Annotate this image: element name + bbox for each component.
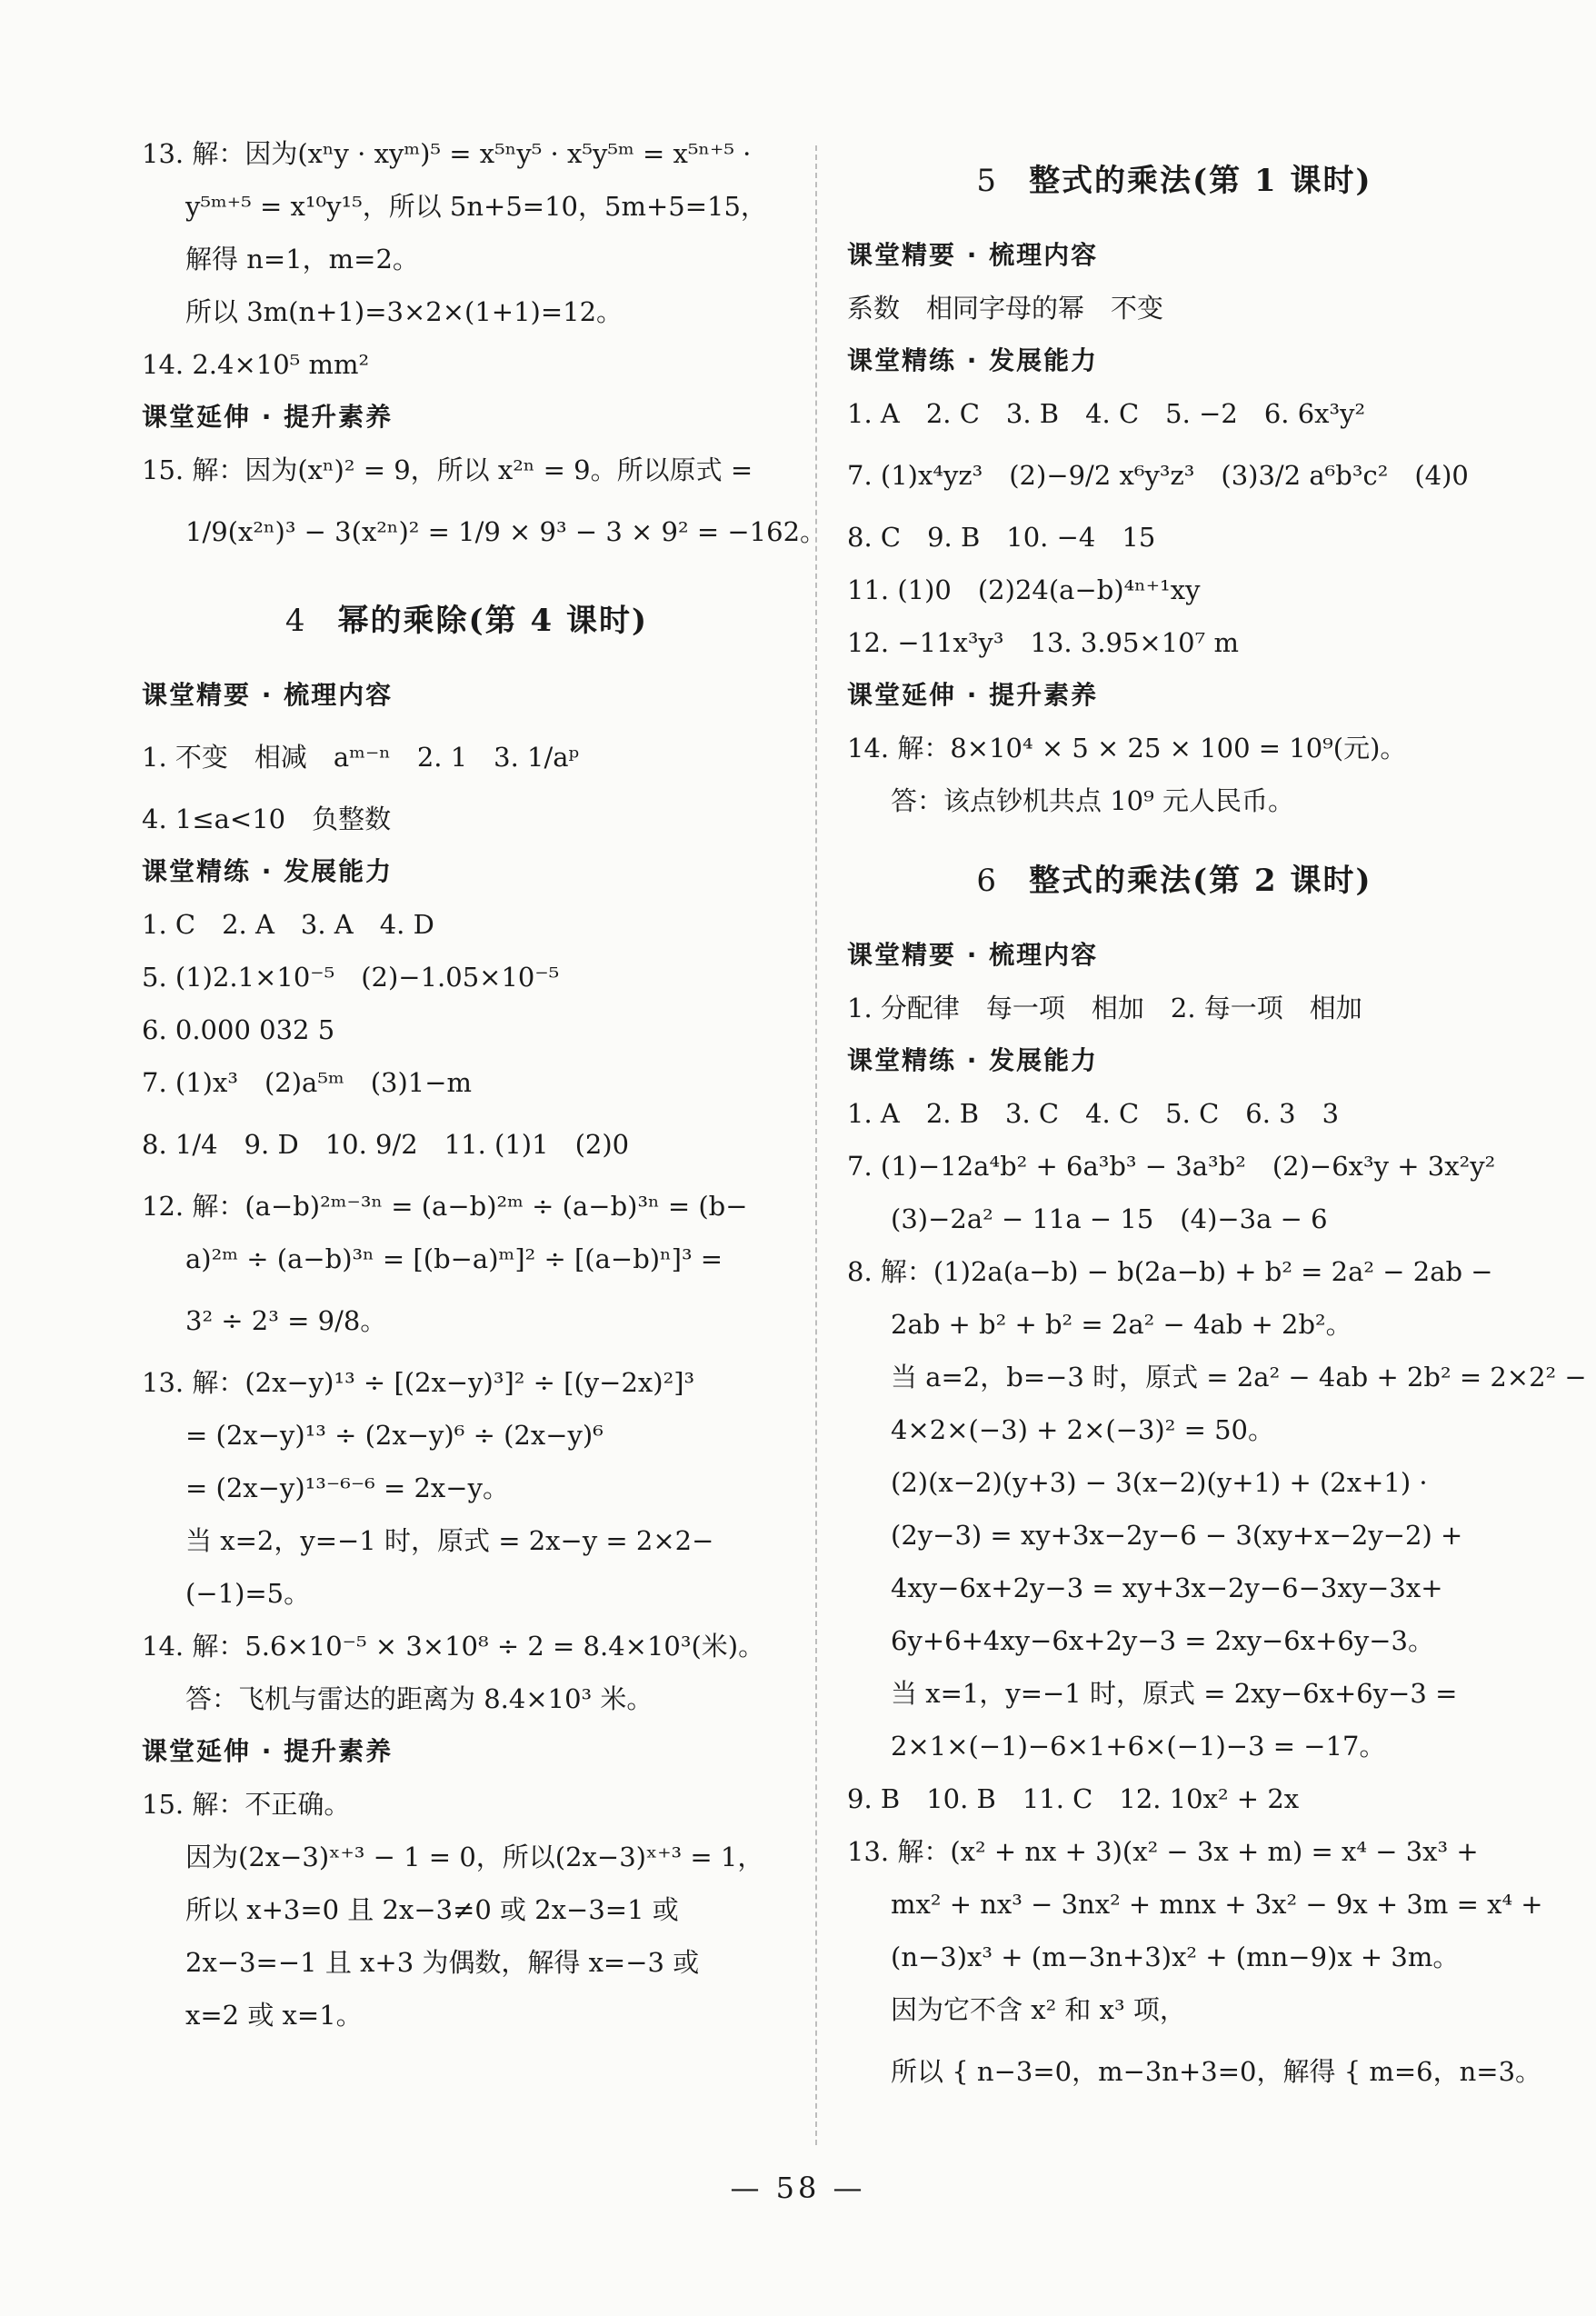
section-number: 6 [976, 863, 999, 899]
answer-line: = (2x−y)¹³⁻⁶⁻⁶ = 2x−y。 [185, 1472, 509, 1503]
section-title [847, 849, 1501, 913]
answer-line: 1/9(x²ⁿ)³ − 3(x²ⁿ)² = 1/9 × 9³ − 3 × 9² = −162。 [185, 516, 827, 547]
answer-line: 因为它不含 x² 和 x³ 项， [891, 1994, 1186, 2025]
answer-line: 解得 n=1，m=2。 [185, 244, 419, 275]
section-heading: 课堂精要 · 梳理内容 [142, 680, 394, 710]
section-title [142, 589, 792, 653]
answer-line: 1. 不变 相减 aᵐ⁻ⁿ 2. 1 3. 1/aᵖ [142, 742, 580, 773]
section-heading: 课堂延伸 · 提升素养 [142, 1736, 394, 1766]
answer-line: (3)−2a² − 11a − 15 (4)−3a − 6 [891, 1203, 1328, 1234]
answer-line: = (2x−y)¹³ ÷ (2x−y)⁶ ÷ (2x−y)⁶ [185, 1420, 603, 1451]
page-number: — 58 — [730, 2171, 866, 2205]
answer-line: 15. 解：因为(xⁿ)² = 9，所以 x²ⁿ = 9。所以原式 = [142, 454, 753, 485]
answer-line: 13. 解：因为(xⁿy · xyᵐ)⁵ = x⁵ⁿy⁵ · x⁵y⁵ᵐ = x⁵ⁿ⁺⁵ · [142, 138, 752, 169]
answer-line: 11. (1)0 (2)24(a−b)⁴ⁿ⁺¹xy [847, 574, 1201, 605]
answer-line: 4xy−6x+2y−3 = xy+3x−2y−6−3xy−3x+ [891, 1572, 1443, 1603]
section-title [847, 149, 1501, 213]
answer-line: 5. (1)2.1×10⁻⁵ (2)−1.05×10⁻⁵ [142, 962, 560, 993]
answer-line: 系数 相同字母的幂 不变 [847, 293, 1164, 324]
answer-line: 4. 1≤a<10 负整数 [142, 804, 392, 834]
answer-line: 6y+6+4xy−6x+2y−3 = 2xy−6x+6y−3。 [891, 1625, 1434, 1656]
answer-line: 当 x=1，y=−1 时，原式 = 2xy−6x+6y−3 = [891, 1678, 1458, 1709]
answer-line: 2×1×(−1)−6×1+6×(−1)−3 = −17。 [891, 1731, 1386, 1762]
section-heading: 课堂精要 · 梳理内容 [847, 240, 1099, 270]
answer-line: 1. C 2. A 3. A 4. D [142, 909, 434, 940]
section-heading: 课堂延伸 · 提升素养 [847, 680, 1099, 710]
answer-line: 1. A 2. C 3. B 4. C 5. −2 6. 6x³y² [847, 398, 1366, 429]
section-title-text: 整式的乘法(第 2 课时) [1029, 863, 1372, 899]
section-heading: 课堂精练 · 发展能力 [142, 856, 394, 886]
answer-line: (−1)=5。 [185, 1578, 311, 1609]
answer-line: 当 x=2，y=−1 时，原式 = 2x−y = 2×2− [185, 1525, 714, 1556]
answer-line: y⁵ᵐ⁺⁵ = x¹⁰y¹⁵，所以 5n+5=10，5m+5=15， [185, 191, 767, 222]
answer-line: 14. 解：5.6×10⁻⁵ × 3×10⁸ ÷ 2 = 8.4×10³(米)。 [142, 1631, 765, 1662]
answer-line: 13. 解：(x² + nx + 3)(x² − 3x + m) = x⁴ − 3x³ + [847, 1836, 1479, 1867]
answer-line: 4×2×(−3) + 2×(−3)² = 50。 [891, 1414, 1275, 1445]
answer-line: 8. 解：(1)2a(a−b) − b(2a−b) + b² = 2a² − 2ab − [847, 1256, 1493, 1287]
answer-line: 答：飞机与雷达的距离为 8.4×10³ 米。 [185, 1683, 653, 1714]
answer-line: 12. −11x³y³ 13. 3.95×10⁷ m [847, 627, 1239, 658]
section-heading: 课堂延伸 · 提升素养 [142, 402, 394, 432]
answer-line: 7. (1)−12a⁴b² + 6a³b³ − 3a³b² (2)−6x³y + 3x²y² [847, 1151, 1496, 1182]
answer-line: 9. B 10. B 11. C 12. 10x² + 2x [847, 1783, 1300, 1814]
answer-line: 8. C 9. B 10. −4 15 [847, 522, 1156, 553]
answer-line: a)²ᵐ ÷ (a−b)³ⁿ = [(b−a)ᵐ]² ÷ [(a−b)ⁿ]³ = [185, 1243, 723, 1274]
answer-line: 1. 分配律 每一项 相加 2. 每一项 相加 [847, 993, 1362, 1023]
answer-line: 14. 解：8×10⁴ × 5 × 25 × 100 = 10⁹(元)。 [847, 733, 1407, 764]
answer-line: 14. 2.4×10⁵ mm² [142, 349, 370, 380]
answer-line: (n−3)x³ + (m−3n+3)x² + (mn−9)x + 3m。 [891, 1942, 1460, 1972]
answer-line: 8. 1/4 9. D 10. 9/2 11. (1)1 (2)0 [142, 1129, 630, 1160]
answer-line: x=2 或 x=1。 [185, 2000, 363, 2031]
answer-line: 2x−3=−1 且 x+3 为偶数，解得 x=−3 或 [185, 1947, 700, 1978]
answer-line: 6. 0.000 032 5 [142, 1014, 335, 1045]
answer-line: 7. (1)x³ (2)a⁵ᵐ (3)1−m [142, 1067, 473, 1098]
answer-line: (2y−3) = xy+3x−2y−6 − 3(xy+x−2y−2) + [891, 1520, 1463, 1551]
answer-line: 3² ÷ 2³ = 9/8。 [185, 1305, 387, 1336]
answer-line: 12. 解：(a−b)²ᵐ⁻³ⁿ = (a−b)²ᵐ ÷ (a−b)³ⁿ = (b− [142, 1191, 748, 1222]
answer-line: 答：该点钞机共点 10⁹ 元人民币。 [891, 785, 1294, 816]
section-heading: 课堂精要 · 梳理内容 [847, 940, 1099, 970]
section-heading: 课堂精练 · 发展能力 [847, 1045, 1099, 1075]
section-heading: 课堂精练 · 发展能力 [847, 345, 1099, 375]
answer-line: 因为(2x−3)ˣ⁺³ − 1 = 0，所以(2x−3)ˣ⁺³ = 1， [185, 1842, 764, 1872]
answer-line: (2)(x−2)(y+3) − 3(x−2)(y+1) + (2x+1) · [891, 1467, 1428, 1498]
answer-line: 1. A 2. B 3. C 4. C 5. C 6. 3 3 [847, 1098, 1340, 1129]
section-number: 5 [976, 163, 999, 199]
answer-line: 15. 解：不正确。 [142, 1789, 351, 1820]
section-title-text: 整式的乘法(第 1 课时) [1029, 163, 1372, 199]
answer-line: 当 a=2，b=−3 时，原式 = 2a² − 4ab + 2b² = 2×2² − [891, 1362, 1587, 1393]
left-column [142, 127, 827, 2041]
answer-line: 13. 解：(2x−y)¹³ ÷ [(2x−y)³]² ÷ [(y−2x)²]³ [142, 1367, 695, 1398]
answer-line: 所以 { n−3=0，m−3n+3=0，解得 { m=6，n=3。 [891, 2056, 1542, 2087]
answer-line: 所以 3m(n+1)=3×2×(1+1)=12。 [185, 296, 623, 327]
answer-line: 7. (1)x⁴yz³ (2)−9/2 x⁶y³z³ (3)3/2 a⁶b³c² (4)0 [847, 460, 1469, 491]
section-number: 4 [284, 603, 307, 639]
section-title-text: 幂的乘除(第 4 课时) [337, 603, 649, 639]
column-divider [815, 145, 817, 2145]
answer-line: mx² + nx³ − 3nx² + mnx + 3x² − 9x + 3m = x⁴ + [891, 1889, 1543, 1920]
right-column [847, 127, 1587, 2107]
answer-line: 2ab + b² + b² = 2a² − 4ab + 2b²。 [891, 1309, 1352, 1340]
answer-line: 所以 x+3=0 且 2x−3≠0 或 2x−3=1 或 [185, 1894, 679, 1925]
